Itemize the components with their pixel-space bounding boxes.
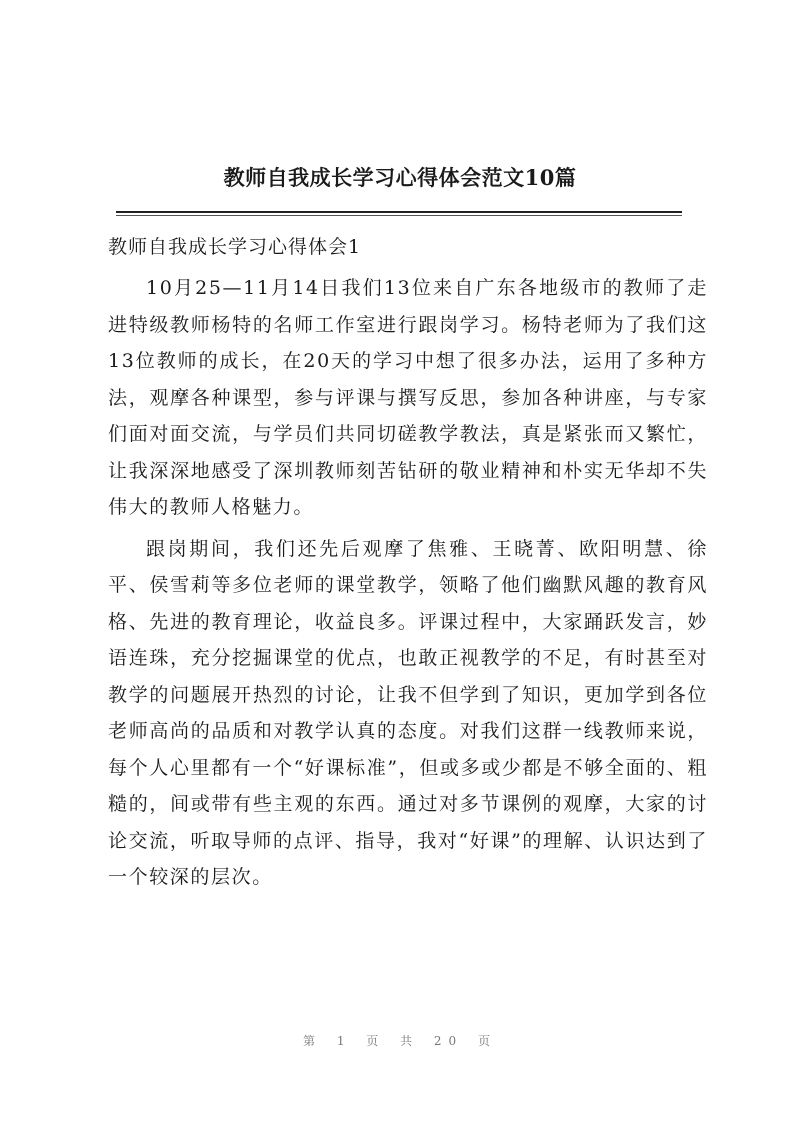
title-divider-thin [116,215,682,216]
document-title: 教师自我成长学习心得体会范文10篇 [223,165,577,190]
title-divider [116,211,682,213]
paragraph-2: 跟岗期间，我们还先后观摩了焦雅、王晓菁、欧阳明慧、徐平、侯雪莉等多位老师的课堂教学，领略了他们幽默风趣的教育风格、先进的教育理论，收益良多。评课过程中，大家踊跃发言，妙语连珠，充分挖掘课堂的优点，也敢正视教学的不足，有时甚至对教学的问题展开热烈的讨论，让我不但学到了知识，更加学到各位老师高尚的品质和对教学认真的态度。对我们这群一线教师来说，每个人心里都有一个“好课标准”，但或多或少都是不够全面的、粗糙的，间或带有些主观的东西。通过对多节课例的观摩，大家的讨论交流，听取导师的点评、指导，我对“好课”的理解、认识达到了一个较深的层次。 [108,537,708,888]
section-heading: 教师自我成长学习心得体会1 [108,236,362,258]
paragraph-1: 10月25—11月14日我们13位来自广东各地级市的教师了走进特级教师杨特的名师工作室进行跟岗学习。杨特老师为了我们这13位教师的成长，在20天的学习中想了很多办法，运用了多种方法，观摩各种课型，参与评课与撰写反思，参加各种讲座，与专家们面对面交流，与学员们共同切磋教学教法，真是紧张而又繁忙，让我深深地感受了深圳教师刻苦钻研的敬业精神和朴实无华却不失伟大的教师人格魅力。 [108,277,708,518]
page-number-footer: 第 1 页 共 20 页 [303,1034,497,1048]
document-body [108,270,708,901]
